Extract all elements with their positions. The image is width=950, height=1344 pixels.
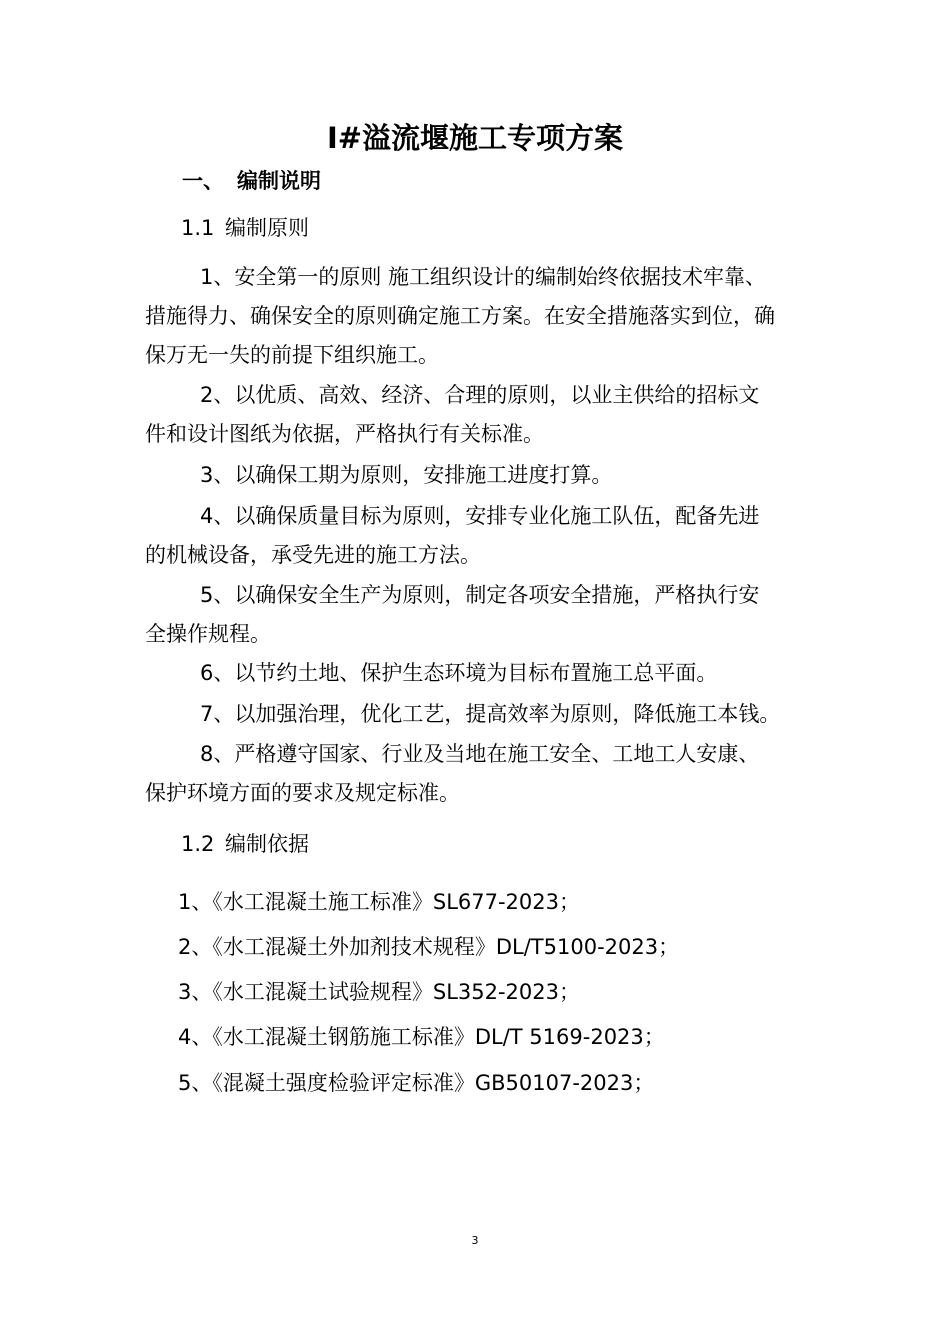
principle-paragraph-8 <box>145 735 825 813</box>
subsection-number: 1.2 <box>181 832 215 856</box>
principle-paragraph-2 <box>145 376 825 454</box>
paragraph-line: 6、以节约土地、保护生态环境为目标布置施工总平面。 <box>200 661 718 685</box>
paragraph-line: 4、以确保质量目标为原则，安排专业化施工队伍，配备先进 <box>200 504 760 528</box>
subsection-title: 编制依据 <box>225 832 309 856</box>
principle-paragraph-1 <box>145 258 825 375</box>
paragraph-line: 2、以优质、高效、经济、合理的原则，以业主供给的招标文 <box>200 383 760 407</box>
principle-paragraph-3 <box>145 456 825 495</box>
paragraph-line: 保护环境方面的要求及规定标准。 <box>145 781 460 805</box>
reference-item-3: 3、《水工混凝土试验规程》SL352-2023； <box>178 980 580 1004</box>
principle-paragraph-5 <box>145 576 825 654</box>
paragraph-line: 5、以确保安全生产为原则，制定各项安全措施，严格执行安 <box>200 583 760 607</box>
paragraph-line: 7、以加强治理，优化工艺，提高效率为原则，降低施工本钱。 <box>200 702 781 726</box>
reference-item-4: 4、《水工混凝土钢筋施工标准》DL/T 5169-2023； <box>178 1025 665 1049</box>
subsection-heading-1-2 <box>181 828 309 860</box>
paragraph-line: 8、严格遵守国家、行业及当地在施工安全、工地工人安康、 <box>200 742 760 766</box>
paragraph-line: 措施得力、确保安全的原则确定施工方案。在安全措施落实到位，确 <box>145 304 775 328</box>
paragraph-line: 3、以确保工期为原则，安排施工进度打算。 <box>200 463 613 487</box>
reference-item-1: 1、《水工混凝土施工标准》SL677-2023； <box>178 890 580 914</box>
subsection-heading-1-1 <box>181 212 309 244</box>
subsection-title: 编制原则 <box>225 216 309 240</box>
section-heading <box>182 165 321 197</box>
principle-paragraph-4 <box>145 497 825 575</box>
paragraph-line: 1、安全第一的原则 施工组织设计的编制始终依据技术牢靠、 <box>200 265 767 289</box>
principle-paragraph-7 <box>145 695 825 734</box>
document-title: I#溢流堰施工专项方案 <box>326 121 624 155</box>
paragraph-line: 全操作规程。 <box>145 622 271 646</box>
section-number: 一、 <box>182 169 224 193</box>
reference-item-2: 2、《水工混凝土外加剂技术规程》DL/T5100-2023； <box>178 935 680 959</box>
paragraph-line: 的机械设备，承受先进的施工方法。 <box>145 543 481 567</box>
paragraph-line: 件和设计图纸为依据，严格执行有关标准。 <box>145 422 544 446</box>
page-number: 3 <box>471 1234 479 1247</box>
section-title: 编制说明 <box>237 169 321 193</box>
reference-item-5: 5、《混凝土强度检验评定标准》GB50107-2023； <box>178 1071 655 1095</box>
paragraph-line: 保万无一失的前提下组织施工。 <box>145 343 439 367</box>
subsection-number: 1.1 <box>181 216 215 240</box>
principle-paragraph-6 <box>145 654 825 693</box>
